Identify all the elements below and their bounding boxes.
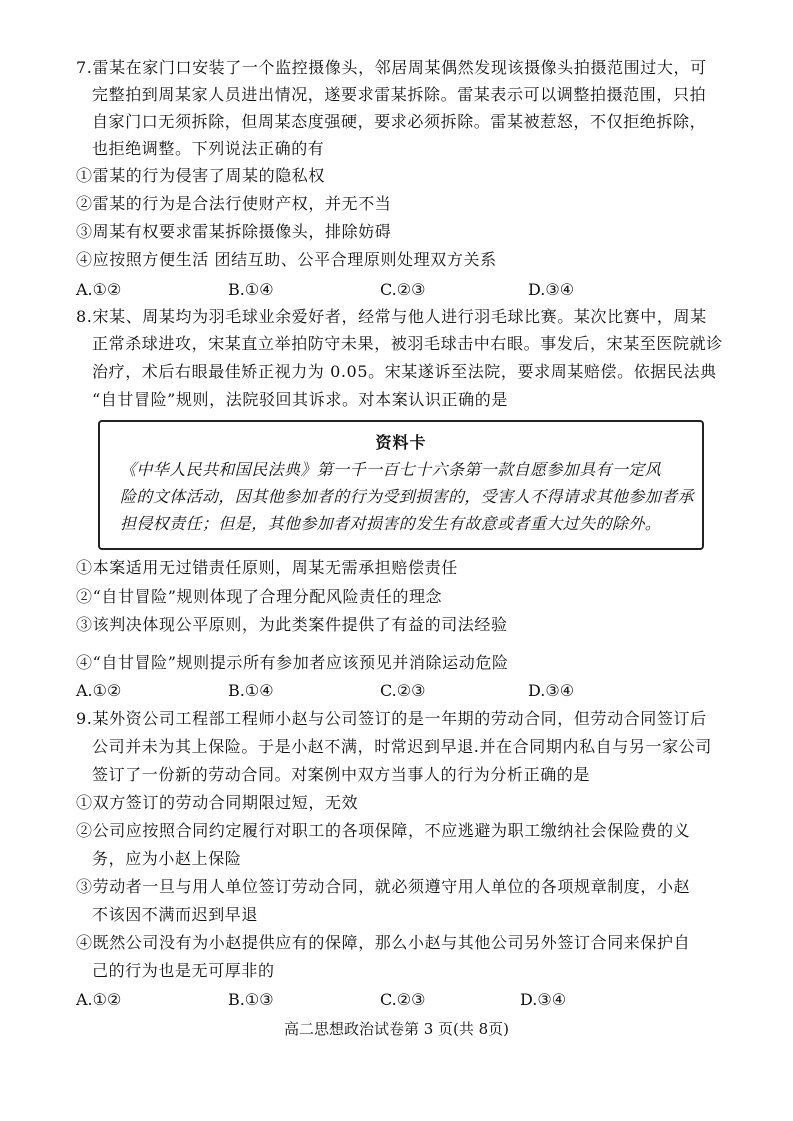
- q9-options: [76, 990, 676, 1010]
- q9-item-4-cont: 己的行为也是无可厚非的: [92, 961, 275, 980]
- q9-item-3: ③劳动者一旦与用人单位签订劳动合同，就必须遵守用人单位的各项规章制度，小赵: [76, 877, 691, 896]
- q7-option-c: C.②③: [380, 280, 426, 299]
- q9-option-c: C.②③: [380, 990, 426, 1009]
- q8-option-a: A.①②: [76, 681, 122, 700]
- q8-option-d: D.③④: [528, 681, 575, 700]
- q7-option-d: D.③④: [528, 280, 575, 299]
- q7-item-4: ④应按照方便生活 团结互助、公平合理原则处理双方关系: [76, 250, 497, 269]
- q9-item-2-cont: 务，应为小赵上保险: [92, 849, 242, 868]
- q7-option-b: B.①④: [228, 280, 274, 299]
- q9-option-b: B.①③: [228, 990, 274, 1009]
- q7-options: [76, 280, 676, 300]
- q9-option-a: A.①②: [76, 990, 122, 1009]
- q9-item-1: ①双方签订的劳动合同期限过短，无效: [76, 793, 359, 812]
- q7-item-2: ②雷某的行为是合法行使财产权，并无不当: [76, 194, 392, 213]
- q7-item-1: ①雷某的行为侵害了周某的隐私权: [76, 166, 326, 185]
- q8-item-1: ①本案适用无过错责任原则，周某无需承担赔偿责任: [76, 558, 458, 577]
- q7-item-3: ③周某有权要求雷某拆除摄像头，排除妨碍: [76, 222, 392, 241]
- q9-stem-line-3: 签订了一份新的劳动合同。对案例中双方当事人的行为分析正确的是: [92, 765, 591, 784]
- q7-stem-line-1: 7.雷某在家门口安装了一个监控摄像头，邻居周某偶然发现该摄像头拍摄范围过大，可: [76, 58, 707, 77]
- page-footer: 高二思想政治试卷第 3 页(共 8页): [283, 1020, 510, 1038]
- q8-stem-line-2: 正常杀球进攻，宋某直立举拍防守未果，被羽毛球击中右眼。事发后，宋某至医院就诊: [92, 334, 723, 353]
- q8-stem-line-1: 8.宋某、周某均为羽毛球业余爱好者，经常与他人进行羽毛球比赛。某次比赛中，周某: [76, 307, 707, 326]
- q8-option-b: B.①④: [228, 681, 274, 700]
- q8-item-4: ④“自甘冒险”规则提示所有参加者应该预见并消除运动危险: [76, 653, 509, 672]
- q7-stem-line-4: 也拒绝调整。下列说法正确的有: [92, 139, 325, 158]
- material-card-line-2: 险的文体活动，因其他参加者的行为受到损害的，受害人不得请求其他参加者承: [120, 487, 695, 506]
- q9-stem-line-1: 9.某外资公司工程部工程师小赵与公司签订的是一年期的劳动合同，但劳动合同签订后: [76, 709, 707, 728]
- q7-stem-line-3: 自家门口无须拆除，但周某态度强硬，要求必须拆除。雷某被惹怒，不仅拒绝拆除，: [92, 112, 707, 131]
- q9-stem-line-2: 公司并未为其上保险。于是小赵不满，时常迟到早退.并在合同期内私自与另一家公司: [92, 737, 712, 756]
- material-card: [98, 420, 704, 550]
- q9-option-d: D.③④: [520, 990, 567, 1009]
- q9-item-2: ②公司应按照合同约定履行对职工的各项保障，不应逃避为职工缴纳社会保险费的义: [76, 821, 691, 840]
- q8-stem-line-4: “自甘冒险”规则，法院驳回其诉求。对本案认识正确的是: [92, 390, 508, 409]
- q7-option-a: A.①②: [76, 280, 122, 299]
- q8-option-c: C.②③: [380, 681, 426, 700]
- q8-stem-line-3: 治疗，术后右眼最佳矫正视力为 0.05。宋某遂诉至法院，要求周某赔偿。依据民法典: [92, 362, 717, 381]
- q9-item-4: ④既然公司没有为小赵提供应有的保障，那么小赵与其他公司另外签订合同来保护自: [76, 933, 691, 952]
- material-card-line-1: 《中华人民共和国民法典》第一千一百七十六条第一款自愿参加具有一定风: [120, 460, 662, 479]
- q8-options: [76, 681, 676, 701]
- material-card-title: 资料卡: [375, 433, 427, 452]
- material-card-line-3: 担侵权责任；但是，其他参加者对损害的发生有故意或者重大过失的除外。: [120, 514, 662, 533]
- q7-stem-line-2: 完整拍到周某家人员进出情况，遂要求雷某拆除。雷某表示可以调整拍摄范围，只拍: [92, 85, 707, 104]
- q9-item-3-cont: 不该因不满而迟到早退: [92, 905, 259, 924]
- q8-item-3: ③该判决体现公平原则，为此类案件提供了有益的司法经验: [76, 615, 508, 634]
- q8-item-2: ②“自甘冒险”规则体现了合理分配风险责任的理念: [76, 587, 443, 606]
